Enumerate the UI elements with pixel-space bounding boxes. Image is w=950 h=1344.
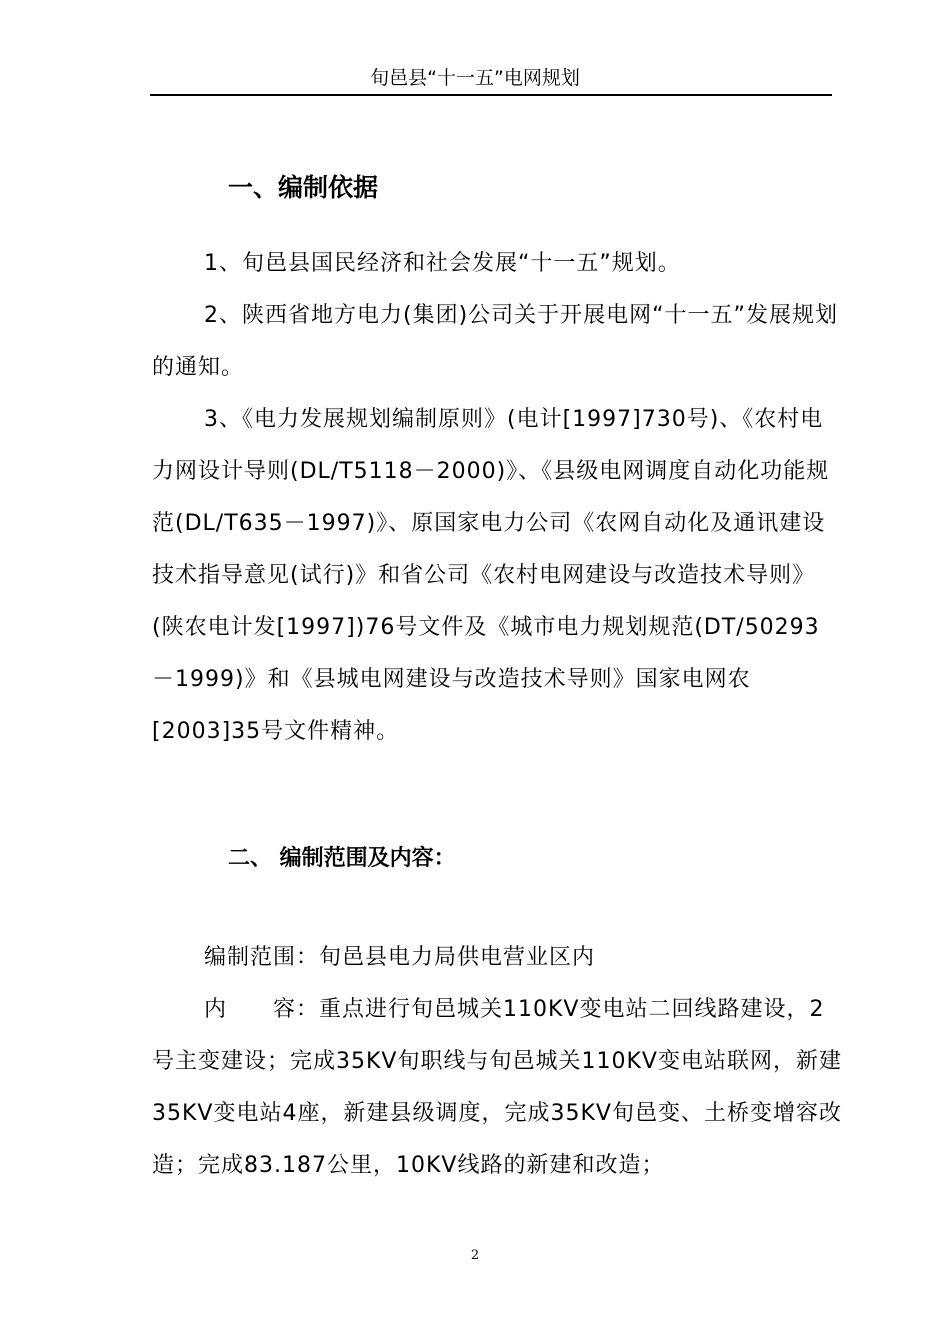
section-heading-scope: 二、 编制范围及内容： xyxy=(228,846,456,871)
paragraph: 编制范围：旬邑县电力局供电营业区内 xyxy=(204,945,596,970)
page-number: 2 xyxy=(470,1248,480,1263)
paragraph: 3、《电力发展规划编制原则》(电计[1997]730号)、《农村电力网设计导则(DL/T5118－2000)》、《县级电网调度自动化功能规范(DL/T635－1997)》、原国家电力公司《农网自动化及通讯建设技术指导意见(试行)》和省公司《农村电网建设与改造技术导则》(陕农电计发[1997])76号文件及《城市电力规划规范(DT/50293－1999)》和《县城电网建设与改造技术导则》国家电网农[2003]35号文件精神。 xyxy=(152,407,830,744)
section-heading-basis: 一、编制依据 xyxy=(228,173,379,202)
section-body-scope xyxy=(152,932,842,1192)
section-body-basis xyxy=(152,238,842,758)
paragraph: 1、旬邑县国民经济和社会发展“十一五”规划。 xyxy=(204,251,681,276)
paragraph: 2、陕西省地方电力(集团)公司关于开展电网“十一五”发展规划的通知。 xyxy=(152,303,838,380)
header-divider xyxy=(150,94,832,96)
paragraph: 内 容：重点进行旬邑城关110KV变电站二回线路建设，2号主变建设；完成35KV旬职线与旬邑城关110KV变电站联网，新建35KV变电站4座，新建县级调度，完成35KV旬邑变、土桥变增容改造；完成83.187公里，10KV线路的新建和改造； xyxy=(152,997,842,1178)
document-header-title: 旬邑县“十一五”电网规划 xyxy=(370,67,580,89)
